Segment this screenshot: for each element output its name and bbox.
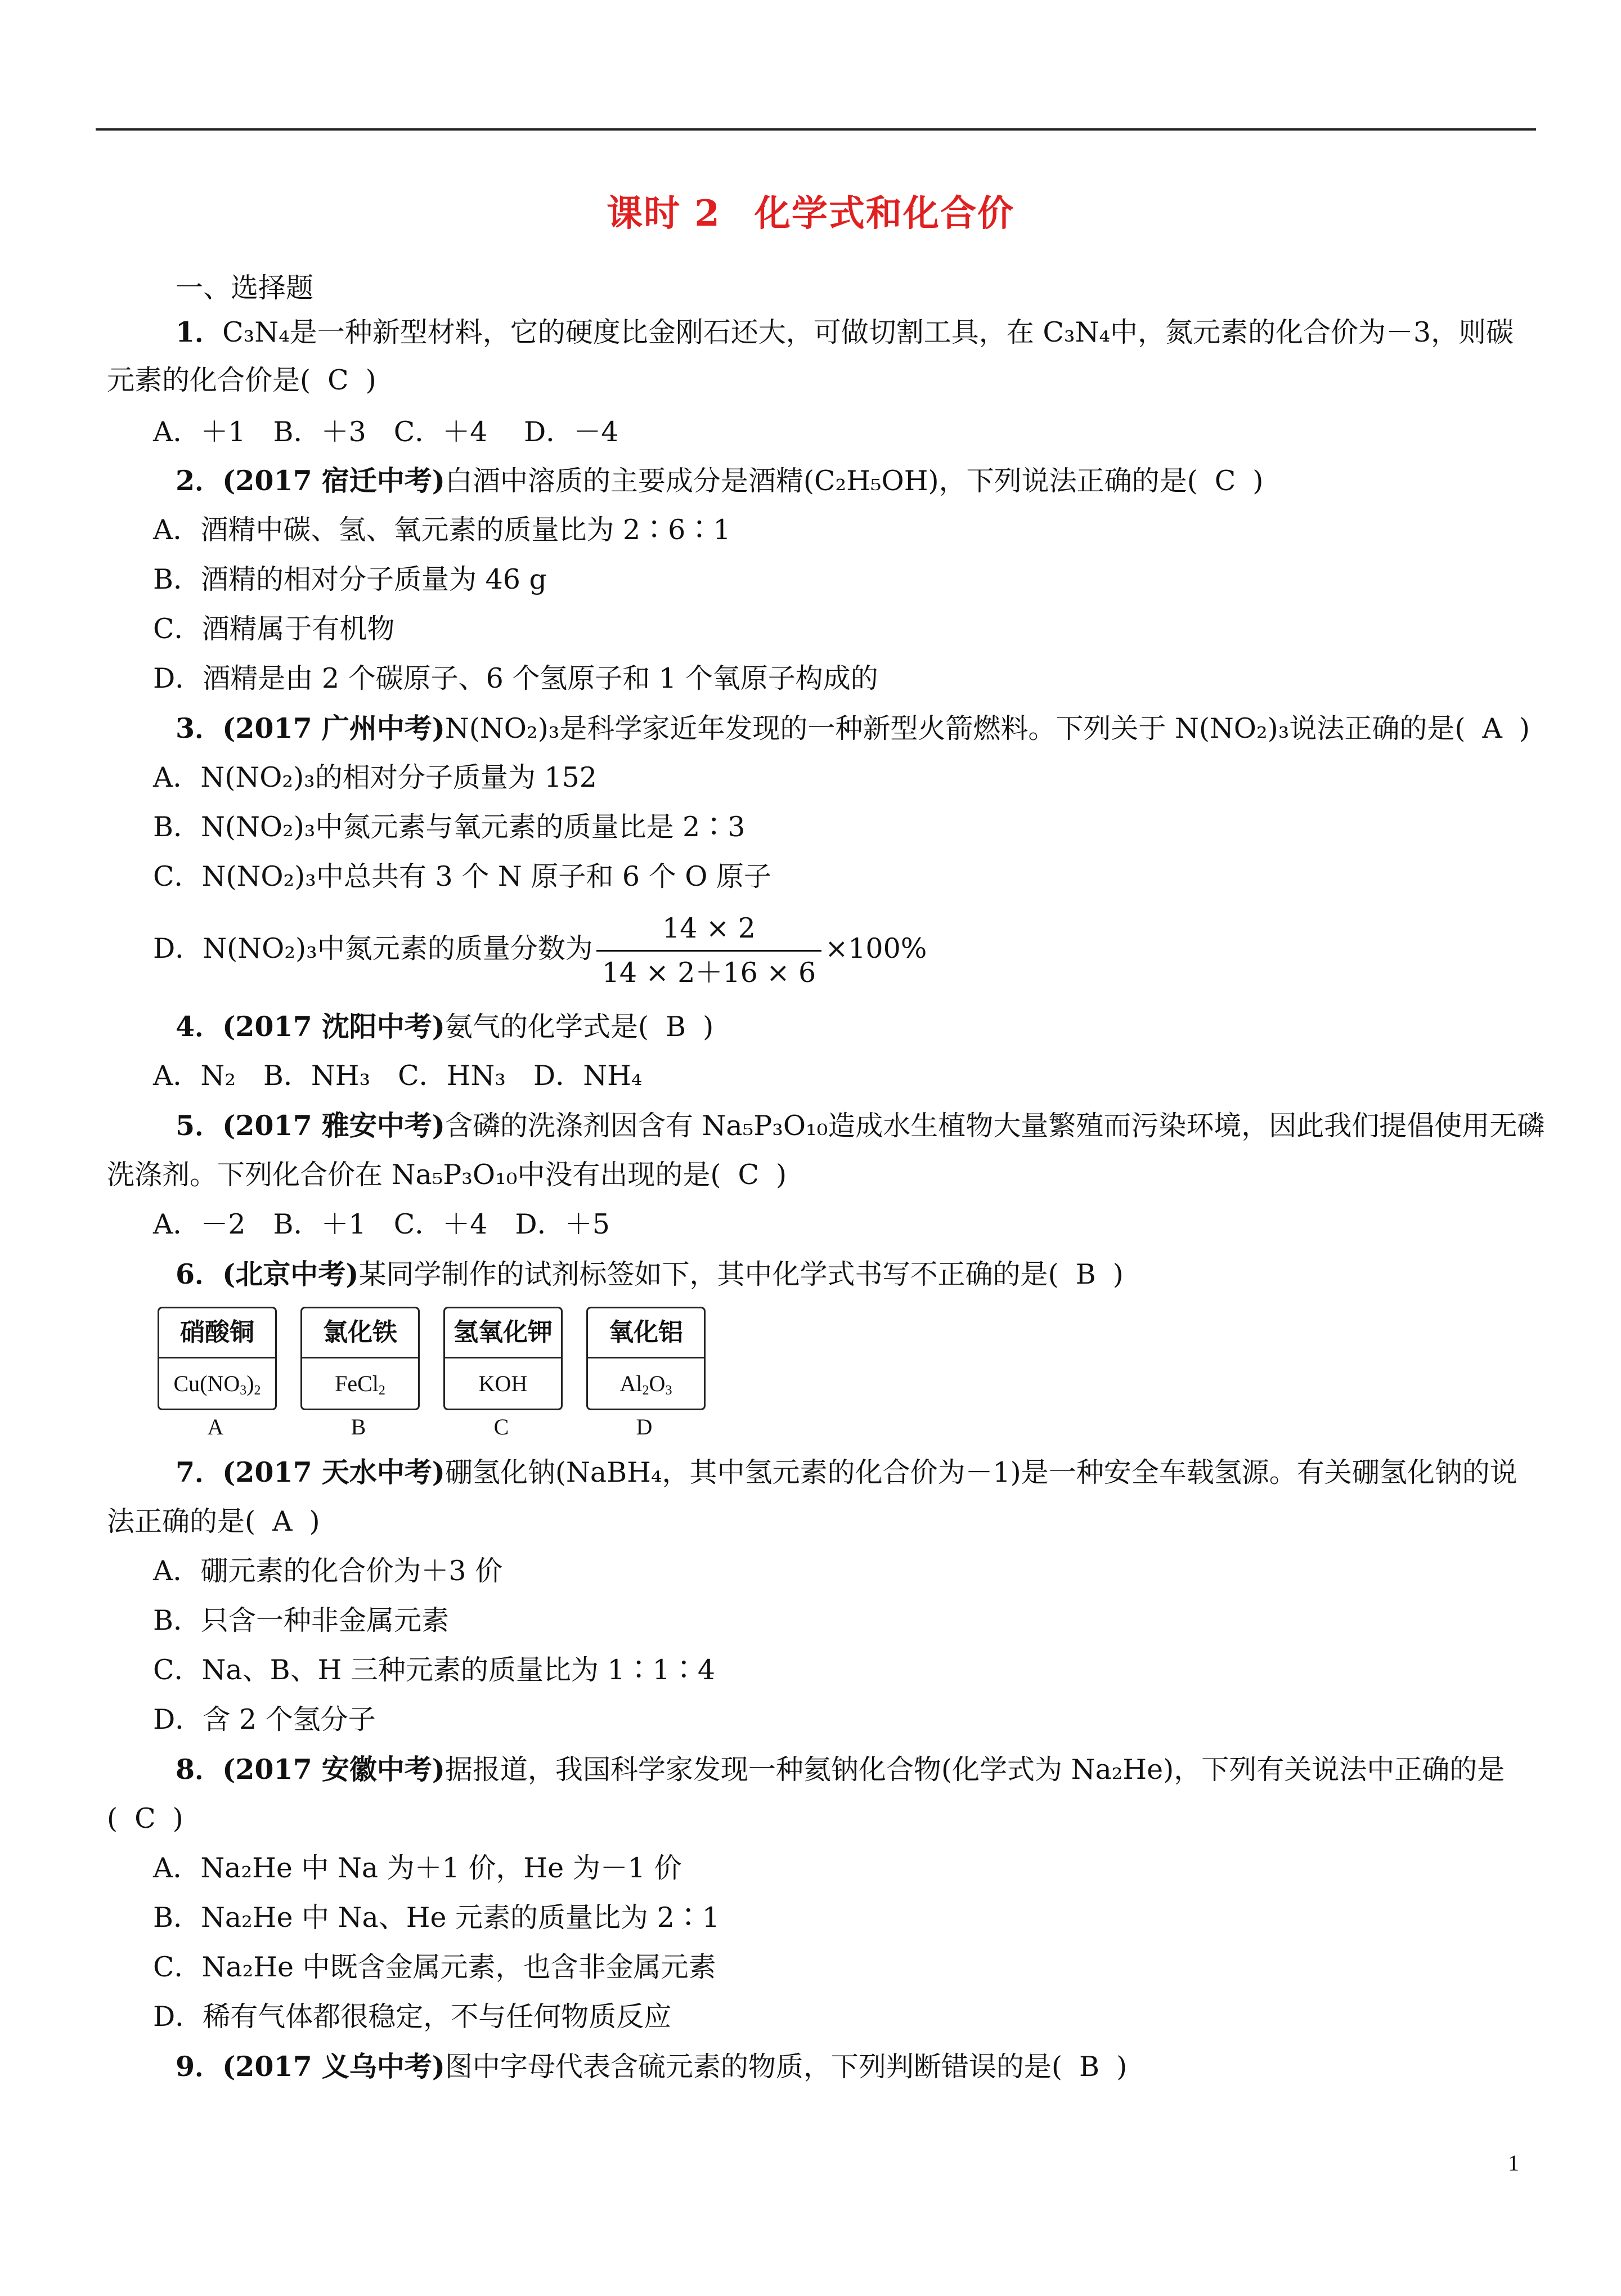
q2-option-c: C．酒精属于有机物 (153, 613, 395, 645)
reagent-label-b (300, 1307, 420, 1410)
q6-stem: 6．(北京中考)某同学制作的试剂标签如下，其中化学式书写不正确的是( B ) (176, 1256, 1124, 1293)
q5-line1: 5．(2017 雅安中考)含磷的洗涤剂因含有 Na₅P₃O₁₀造成水生植物大量繁殖而污染环境，因此我们提倡使用无磷 (176, 1109, 1545, 1142)
q2-stem: 2．(2017 宿迁中考)白酒中溶质的主要成分是酒精(C₂H₅OH)，下列说法正确的是( C ) (176, 463, 1263, 499)
label-letter: B (351, 1414, 366, 1440)
q7-option-c: C．Na、B、H 三种元素的质量比为 1∶1∶4 (153, 1654, 715, 1686)
q8-option-a: A．Na₂He 中 Na 为＋1 价，He 为－1 价 (153, 1852, 682, 1884)
q1-line2: 元素的化合价是( C ) (107, 362, 376, 398)
reagent-label-d (586, 1307, 706, 1410)
q3-stem: 3．(2017 广州中考)N(NO₂)₃是科学家近年发现的一种新型火箭燃料。下列关于 N(NO₂)₃说法正确的是( A ) (176, 710, 1530, 747)
q6-answer: B (1075, 1258, 1096, 1290)
q2-option-d: D．酒精是由 2 个碳原子、6 个氢原子和 1 个氧原子构成的 (153, 662, 878, 694)
lesson-topic: 化学式和化合价 (754, 192, 1014, 235)
q7-line1: 7．(2017 天水中考)硼氢化钠(NaBH₄，其中氢元素的化合价为－1)是一种安全车载氢源。有关硼氢化钠的说 (176, 1456, 1517, 1488)
label-letter: C (493, 1414, 509, 1440)
q8-line2: ( C ) (107, 1801, 183, 1837)
q7-option-b: B．只含一种非金属元素 (153, 1604, 450, 1636)
q9-stem: 9．(2017 义乌中考)图中字母代表含硫元素的物质，下列判断错误的是( B ) (176, 2048, 1127, 2085)
q3-option-a: A．N(NO₂)₃的相对分子质量为 152 (153, 761, 597, 793)
lesson-label: 课时 2 (607, 192, 721, 235)
q4-options: A．N₂ B．NH₃ C．HN₃ D．NH₄ (153, 1060, 643, 1092)
page-title (0, 185, 1621, 236)
q9-answer: B (1079, 2051, 1100, 2083)
q5-options: A．－2 B．＋1 C．＋4 D．＋5 (153, 1208, 610, 1240)
q2-option-a: A．酒精中碳、氢、氧元素的质量比为 2∶6∶1 (153, 514, 731, 546)
page-number: 1 (1508, 2150, 1519, 2176)
label-formula: KOH (478, 1371, 528, 1396)
q7-answer: A (272, 1505, 293, 1537)
reagent-label-c (443, 1307, 563, 1410)
fraction-numerator: 14 × 2 (662, 912, 756, 944)
label-name: 氢氧化钾 (445, 1308, 561, 1358)
mass-fraction-formula (596, 911, 821, 991)
q5-line2: 洗涤剂。下列化合价在 Na₅P₃O₁₀中没有出现的是( C ) (107, 1157, 787, 1193)
section-heading: 一、选择题 (176, 272, 314, 304)
reagent-label-a (158, 1307, 277, 1410)
q3-option-d: D．N(NO₂)₃中氮元素的质量分数为 $\frac{14 \times 2}{14 \times 2+16 \times 6}$ ×100% (153, 911, 927, 991)
q5-answer: C (738, 1159, 759, 1191)
fraction-denominator: 14 × 2＋16 × 6 (596, 950, 821, 991)
q8-option-d: D．稀有气体都很稳定，不与任何物质反应 (153, 2001, 672, 2033)
q2-option-b: B．酒精的相对分子质量为 46 g (153, 563, 547, 595)
header-rule (96, 128, 1536, 131)
q8-option-c: C．Na₂He 中既含金属元素，也含非金属元素 (153, 1951, 716, 1983)
q8-line1: 8．(2017 安徽中考)据报道，我国科学家发现一种氦钠化合物(化学式为 Na₂He)，下列有关说法中正确的是 (176, 1753, 1505, 1786)
q2-answer: C (1214, 465, 1236, 497)
q3-option-c: C．N(NO₂)₃中总共有 3 个 N 原子和 6 个 O 原子 (153, 860, 771, 893)
label-letter: A (207, 1414, 224, 1440)
q3-answer: A (1482, 712, 1502, 745)
q4-stem: 4．(2017 沈阳中考)氨气的化学式是( B ) (176, 1008, 713, 1045)
q7-option-d: D．含 2 个氢分子 (153, 1703, 376, 1736)
label-name: 氯化铁 (302, 1308, 418, 1358)
q4-answer: B (666, 1011, 686, 1043)
q7-line2: 法正确的是( A ) (107, 1504, 320, 1540)
label-formula: $Al_2O_3$ (619, 1371, 672, 1398)
q1-line1: 1．C₃N₄是一种新型材料，它的硬度比金刚石还大，可做切割工具，在 C₃N₄中，氮元素的化合价为－3，则碳 (176, 316, 1514, 348)
label-formula: $Cu(NO_3)_2$ (173, 1371, 261, 1398)
label-name: 硝酸铜 (159, 1308, 275, 1358)
reagent-labels (158, 1307, 709, 1440)
q3-option-b: B．N(NO₂)₃中氮元素与氧元素的质量比是 2∶3 (153, 811, 746, 843)
label-formula: FeCl$_2$ (335, 1371, 385, 1398)
label-letter: D (636, 1414, 653, 1440)
q8-answer: C (134, 1802, 156, 1835)
q1-answer: C (327, 364, 349, 396)
label-name: 氧化铝 (588, 1308, 704, 1358)
q7-option-a: A．硼元素的化合价为＋3 价 (153, 1555, 503, 1587)
q8-option-b: B．Na₂He 中 Na、He 元素的质量比为 2∶1 (153, 1902, 720, 1934)
q1-options: A．＋1 B．＋3 C．＋4 D．－4 (153, 416, 619, 448)
